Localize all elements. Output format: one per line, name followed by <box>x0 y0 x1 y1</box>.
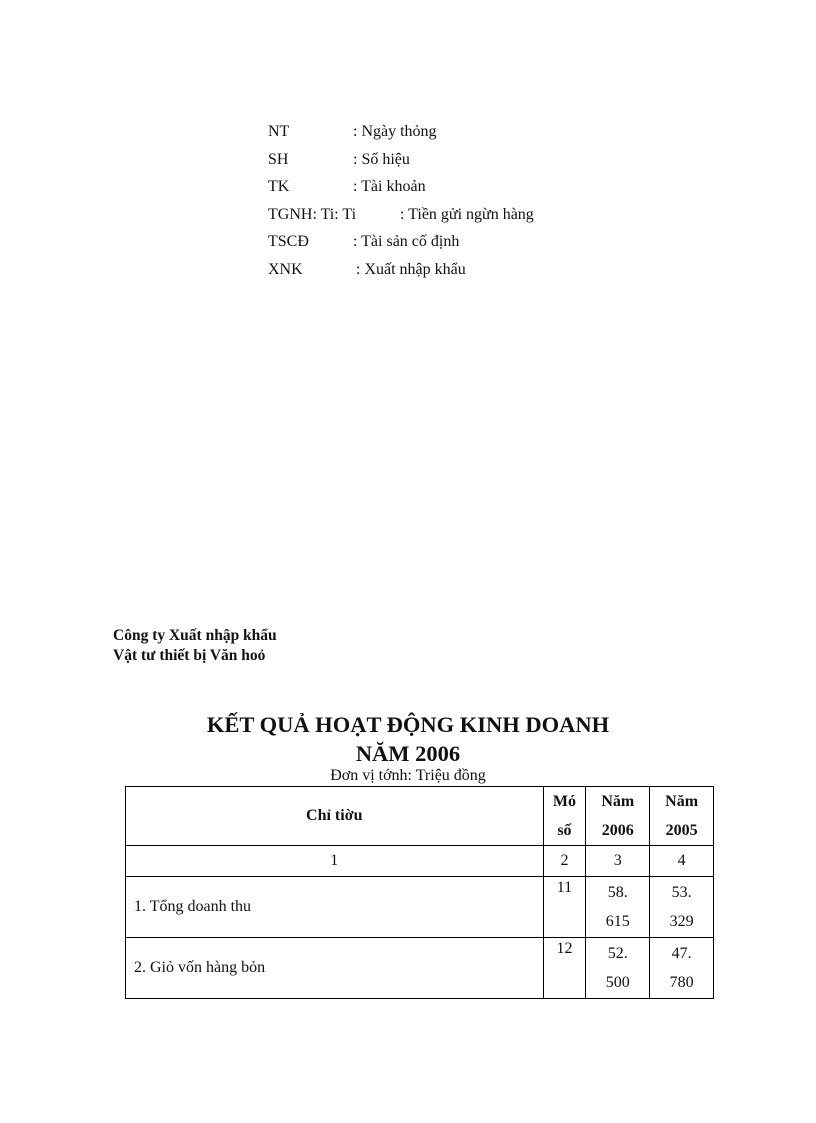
company-name-line1: Công ty Xuất nhập khẩu <box>113 627 277 644</box>
abbreviation-meaning: : Tài khoản <box>353 178 426 196</box>
abbreviation-code: SH <box>268 150 289 168</box>
report-title-line1: KẾT QUẢ HOẠT ĐỘNG KINH DOANH <box>206 712 610 737</box>
abbreviation-code: XNK <box>268 260 303 278</box>
abbreviation-code: NT <box>268 123 290 140</box>
header-year-2006 <box>586 787 650 846</box>
value-part: 47. <box>671 945 692 962</box>
row-value-2005 <box>650 938 714 999</box>
column-number: 4 <box>650 846 714 877</box>
company-name-line2: Vật tư thiết bị Văn hoỏ <box>113 647 266 664</box>
abbreviation-meaning: : Tài sản cố định <box>353 233 460 251</box>
row-value-2006 <box>586 877 650 938</box>
header-year-2005-line2: 2005 <box>665 822 698 839</box>
abbreviation-code: TGNH: Ti: Ti <box>268 205 357 223</box>
header-year-2006-line2: 2006 <box>601 822 634 839</box>
report-title <box>0 710 816 768</box>
value-part: 780 <box>669 974 694 991</box>
abbreviation-code: TK <box>268 178 290 196</box>
header-code-line2: số <box>557 822 572 839</box>
table-row <box>126 938 714 999</box>
report-table <box>125 786 714 999</box>
value-part: 500 <box>605 974 630 991</box>
abbreviation-meaning: : Tiền gửi ngừn hàng <box>400 205 534 223</box>
column-number-row <box>126 846 714 877</box>
header-year-2005 <box>650 787 714 846</box>
header-year-2006-line1: Năm <box>601 793 635 810</box>
report-title-line2: NĂM 2006 <box>355 741 461 766</box>
value-part: 52. <box>607 945 628 962</box>
abbreviation-meaning: : Số hiệu <box>353 150 410 168</box>
value-part: 53. <box>671 884 692 901</box>
abbreviation-meaning: : Ngày thỏng <box>353 123 437 140</box>
value-part: 58. <box>607 884 628 901</box>
value-part: 615 <box>605 913 630 930</box>
value-part: 329 <box>669 913 694 930</box>
column-number: 2 <box>543 846 586 877</box>
abbreviation-meaning: : Xuất nhập khẩu <box>356 260 466 278</box>
table-header-row <box>126 787 714 846</box>
row-label: 1. Tổng doanh thu <box>126 877 544 938</box>
header-code <box>543 787 586 846</box>
abbreviation-code: TSCĐ <box>268 233 309 251</box>
column-number: 1 <box>126 846 544 877</box>
header-year-2005-line1: Năm <box>665 793 699 810</box>
header-item-label: Chỉ tiờu <box>306 807 363 824</box>
table-row <box>126 877 714 938</box>
column-number: 3 <box>586 846 650 877</box>
header-item <box>126 787 544 846</box>
row-value-2006 <box>586 938 650 999</box>
row-code: 12 <box>543 938 586 999</box>
row-code: 11 <box>543 877 586 938</box>
report-unit: Đơn vị tớnh: Triệu đồng <box>330 767 486 784</box>
company-header <box>113 626 277 666</box>
row-label: 2. Giỏ vốn hàng bỏn <box>126 938 544 999</box>
header-code-line1: Mó <box>552 793 576 810</box>
row-value-2005 <box>650 877 714 938</box>
